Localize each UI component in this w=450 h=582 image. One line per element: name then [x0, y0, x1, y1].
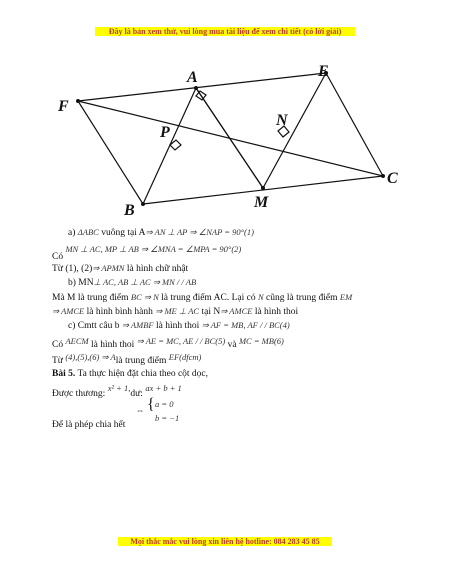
- solution-line-6: ⇒ AMCE là hình bình hành ⇒ ME ⊥ AC tại N⇒ AMCE là hình thoi: [52, 306, 299, 317]
- segment-ME: [263, 73, 326, 188]
- label-A: A: [187, 69, 198, 86]
- geometry-figure: [0, 0, 450, 230]
- solution-line-4: b) MN⊥ AC, AB ⊥ AC ⇒ MN / / AB: [68, 277, 197, 288]
- system-a-equation: a = 0: [155, 399, 174, 409]
- segment-FB: [78, 101, 143, 204]
- label-P: P: [160, 124, 170, 141]
- solution-line-1: a) ΔABC vuông tại A⇒ AN ⊥ AP ⇒ ∠NAP = 90°(1): [68, 227, 254, 238]
- solution-line-9: Từ (4),(5),(6) ⇒ Alà trung điểm EF(dfcm): [52, 352, 202, 366]
- label-F: F: [58, 98, 69, 115]
- solution-line-3: Từ (1), (2)⇒ APMN là hình chữ nhật: [52, 263, 189, 274]
- segment-EC: [326, 73, 383, 176]
- solution-line-7: c) Cmtt câu b ⇒ AMBF là hình thoi ⇒ AF = MB, AF / / BC(4): [68, 320, 290, 331]
- preview-notice-banner: Đây là bản xem thử, vui lòng mua tài liệu để xem chi tiết (có lời giải): [95, 27, 355, 36]
- hotline-banner: Mọi thắc mắc vui lòng xin liên hệ hotline: 084 283 45 85: [118, 537, 332, 546]
- system-b-equation: b = −1: [155, 413, 180, 423]
- label-B: B: [124, 202, 135, 219]
- solution-line-5: Mà M là trung điểm BC ⇒ N là trung điểm AC. Lại có N cũng là trung điểm EM: [52, 292, 353, 303]
- quotient-remainder-line: Được thương: x² + 1,dư: ax + b + 1: [52, 383, 182, 399]
- label-C: C: [387, 170, 398, 187]
- solution-line-8: Có AECM là hình thoi ⇒ AE = MC, AE / / BC(5) và MC = MB(6): [52, 336, 284, 350]
- segment-AB: [143, 88, 196, 204]
- problem-5-heading: Bài 5. Ta thực hiện đặt chia theo cột dọc,: [52, 369, 209, 379]
- label-N: N: [276, 112, 288, 129]
- divisibility-line: Để là phép chia hết: [52, 420, 126, 430]
- system-brace: {: [147, 396, 155, 413]
- label-M: M: [254, 194, 269, 211]
- equivalence-symbol: ⇔: [136, 405, 145, 415]
- solution-line-2: Có MN ⊥ AC, MP ⊥ AB ⇒ ∠MNA = ∠MPA = 90°(2): [52, 244, 242, 262]
- label-E: E: [318, 63, 329, 80]
